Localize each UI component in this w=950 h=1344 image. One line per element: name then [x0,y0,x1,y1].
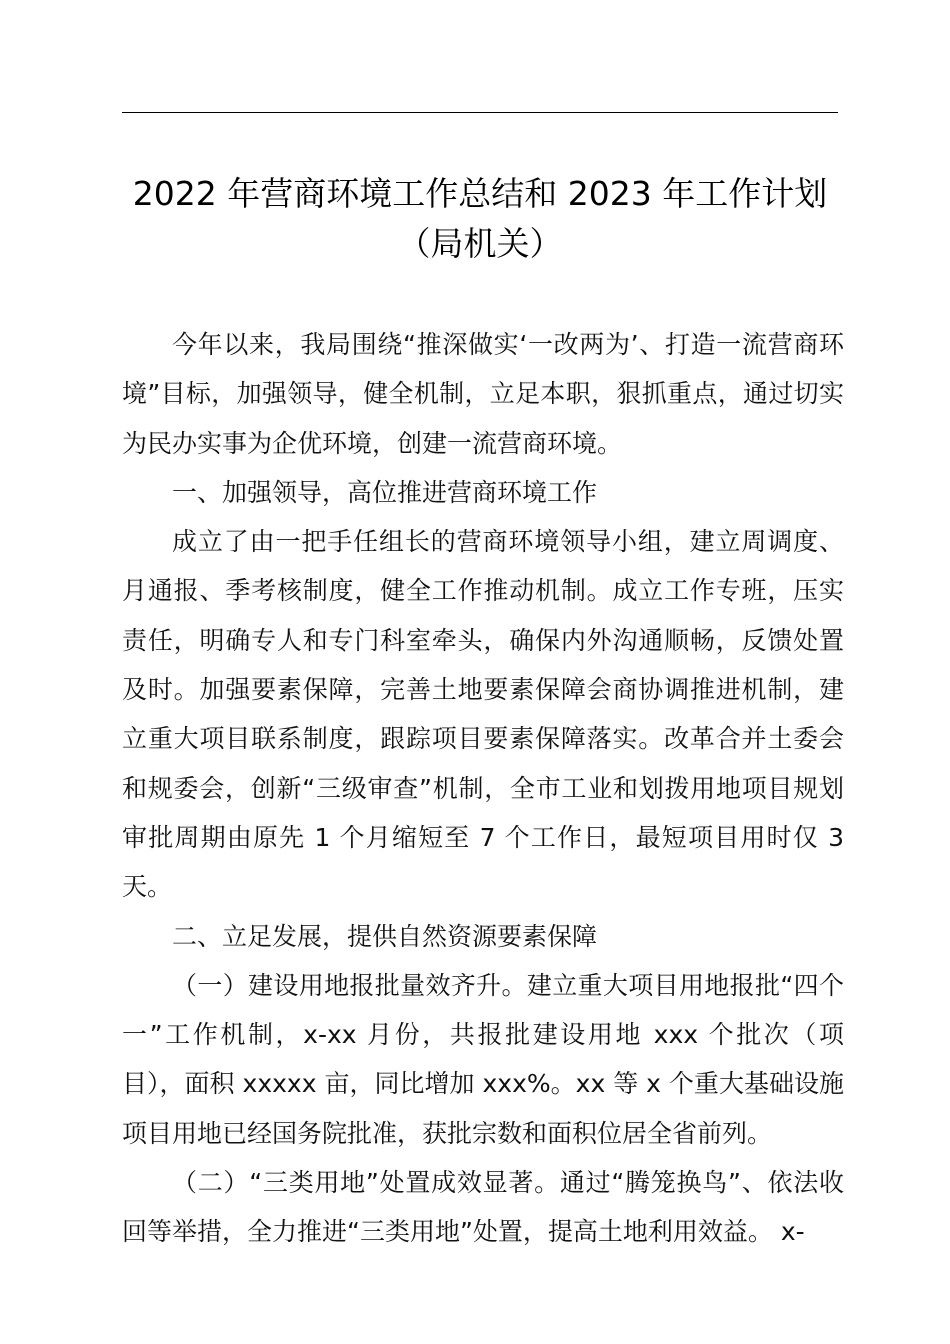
paragraph-intro: 今年以来，我局围绕“推深做实‘一改两为’、打造一流营商环境”目标，加强领导，健全机制，立足本职，狠抓重点，通过切实为民办实事为企优环境，创建一流营商环境。 [122,330,844,458]
header-rule [122,112,838,113]
document-body [122,320,844,1257]
document-subtitle: （局机关） [397,224,563,263]
paragraph-subsection-1: （一）建设用地报批量效齐升。建立重大项目用地报批“四个一”工作机制，x-xx 月份，共报批建设用地 xxx 个批次（项目），面积 xxxxx 亩，同比增加 xxx%。xx 等 x 个重大基础设施项目用地已经国务院批准，获批宗数和面积位居全省前列。 [122,970,844,1148]
section-heading-2: 二、立足发展，提供自然资源要素保障 [172,921,598,951]
section-heading-1: 一、加强领导，高位推进营商环境工作 [172,477,598,507]
paragraph-subsection-2: （二）“三类用地”处置成效显著。通过“腾笼换鸟”、依法收回等举措，全力推进“三类用地”处置，提高土地利用效益。 x- [122,1168,844,1247]
paragraph-section-1: 成立了由一把手任组长的营商环境领导小组，建立周调度、月通报、季考核制度，健全工作推动机制。成立工作专班，压实责任，明确专人和专门科室牵头，确保内外沟通顺畅，反馈处置及时。加强要素保障，完善土地要素保障会商协调推进机制，建立重大项目联系制度，跟踪项目要素保障落实。改革合并土委会和规委会，创新“三级审查”机制，全市工业和划拨用地项目规划审批周期由原先 1 个月缩短至 7 个工作日，最短项目用时仅 3 天。 [122,527,844,902]
document-title: 2022 年营商环境工作总结和 2023 年工作计划 [132,174,828,213]
